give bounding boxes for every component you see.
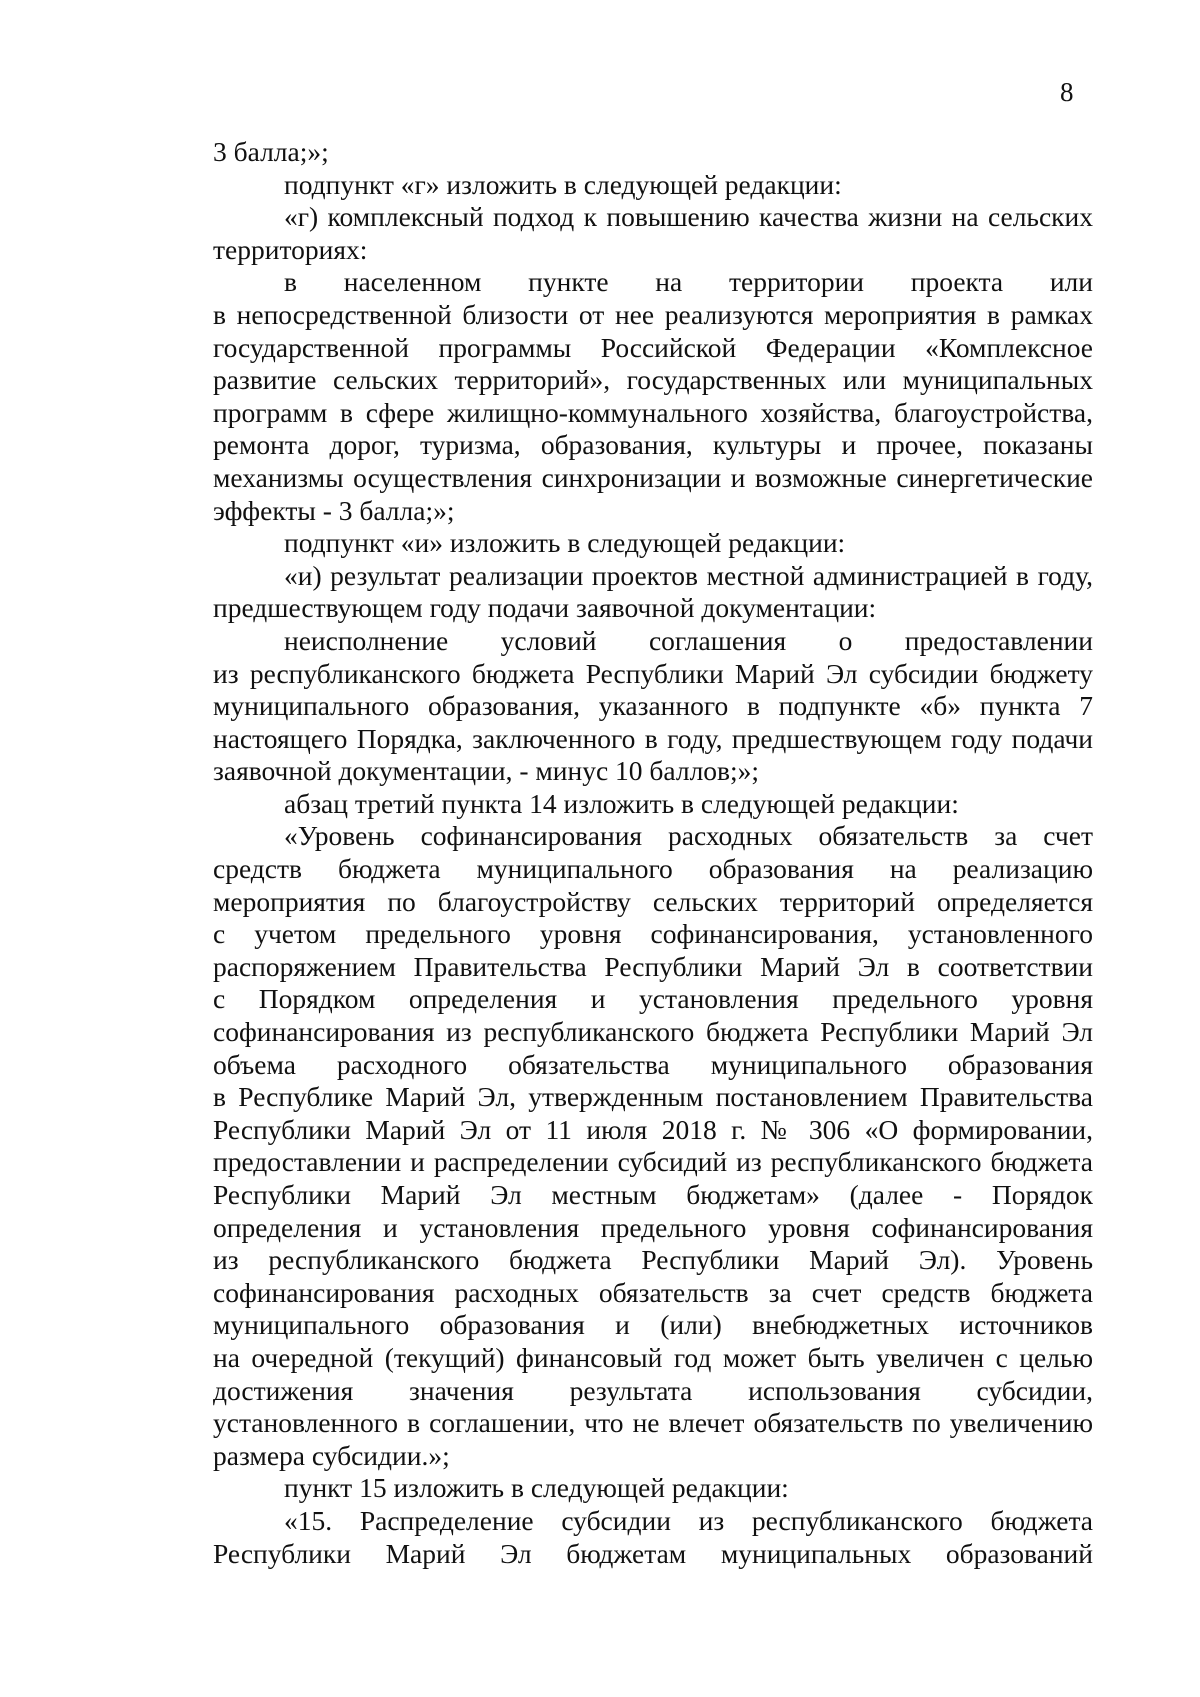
text-line: софинансирования из республиканского бюджета Республики Марий Эл	[213, 1016, 1093, 1048]
text-line: неисполнение условий соглашения о предоставлении	[284, 624, 1093, 656]
text-line: «Уровень софинансирования расходных обязательств за счет	[284, 820, 1093, 852]
text-line: пункт 15 изложить в следующей редакции:	[284, 1472, 789, 1504]
text-line: достижения значения результата использования субсидии,	[213, 1374, 1093, 1406]
text-line: из республиканского бюджета Республики Марий Эл). Уровень	[213, 1244, 1093, 1276]
text-line: определения и установления предельного уровня софинансирования	[213, 1211, 1093, 1243]
text-line: в непосредственной близости от нее реализуются мероприятия в рамках	[213, 298, 1093, 330]
text-line: программ в сфере жилищно-коммунального хозяйства, благоустройства,	[213, 396, 1093, 428]
text-line: эффекты - 3 балла;»;	[213, 494, 455, 526]
text-line: подпункт «и» изложить в следующей редакции:	[284, 527, 846, 559]
text-line: муниципального образования, указанного в подпункте «б» пункта 7	[213, 690, 1093, 722]
text-line: абзац третий пункта 14 изложить в следующей редакции:	[284, 787, 959, 819]
text-line: с учетом предельного уровня софинансирования, установленного	[213, 918, 1093, 950]
text-line: размера субсидии.»;	[213, 1439, 450, 1471]
text-line: «и) результат реализации проектов местной администрацией в году,	[284, 559, 1093, 591]
text-line: подпункт «г» изложить в следующей редакции:	[284, 168, 842, 200]
text-line: предоставлении и распределении субсидий из республиканского бюджета	[213, 1146, 1093, 1178]
text-line: распоряжением Правительства Республики Марий Эл в соответствии	[213, 950, 1093, 982]
text-line: территориях:	[213, 233, 368, 265]
text-line: Республики Марий Эл местным бюджетам» (далее - Порядок	[213, 1179, 1093, 1210]
text-line: мероприятия по благоустройству сельских территорий определяется	[213, 885, 1093, 917]
text-line: Республики Марий Эл бюджетам муниципальных образований	[213, 1537, 1093, 1569]
text-line: ремонта дорог, туризма, образования, культуры и прочее, показаны	[213, 429, 1093, 461]
text-line: предшествующем году подачи заявочной документации:	[213, 592, 877, 624]
text-line: установленного в соглашении, что не влечет обязательств по увеличению	[213, 1407, 1093, 1439]
text-line: «г) комплексный подход к повышению качества жизни на сельских	[284, 201, 1093, 233]
text-line: «15. Распределение субсидии из республиканского бюджета	[284, 1504, 1093, 1536]
text-line: из республиканского бюджета Республики Марий Эл субсидии бюджету	[213, 657, 1093, 689]
text-line: объема расходного обязательства муниципального образования	[213, 1048, 1093, 1080]
page-number: 8	[1060, 77, 1074, 107]
text-line: механизмы осуществления синхронизации и возможные синергетические	[213, 461, 1093, 493]
text-line: на очередной (текущий) финансовый год может быть увеличен с целью	[213, 1341, 1093, 1373]
document-body	[213, 136, 1093, 1570]
text-line: в населенном пункте на территории проекта или	[284, 266, 1093, 298]
text-line: развитие сельских территорий», государственных или муниципальных	[213, 364, 1093, 396]
text-line: муниципального образования и (или) внебюджетных источников	[213, 1309, 1093, 1341]
text-line: софинансирования расходных обязательств за счет средств бюджета	[213, 1276, 1093, 1308]
text-line: с Порядком определения и установления предельного уровня	[213, 983, 1093, 1015]
text-line: настоящего Порядка, заключенного в году, предшествующем году подачи	[213, 722, 1093, 754]
text-line: заявочной документации, - минус 10 баллов;»;	[213, 755, 760, 787]
text-line: средств бюджета муниципального образования на реализацию	[213, 853, 1093, 885]
text-line: 3 балла;»;	[213, 136, 329, 167]
text-line: Республики Марий Эл от 11 июля 2018 г. № 306 «О формировании,	[213, 1113, 1093, 1145]
text-line: в Республике Марий Эл, утвержденным постановлением Правительства	[213, 1081, 1093, 1113]
text-line: государственной программы Российской Федерации «Комплексное	[213, 331, 1093, 363]
